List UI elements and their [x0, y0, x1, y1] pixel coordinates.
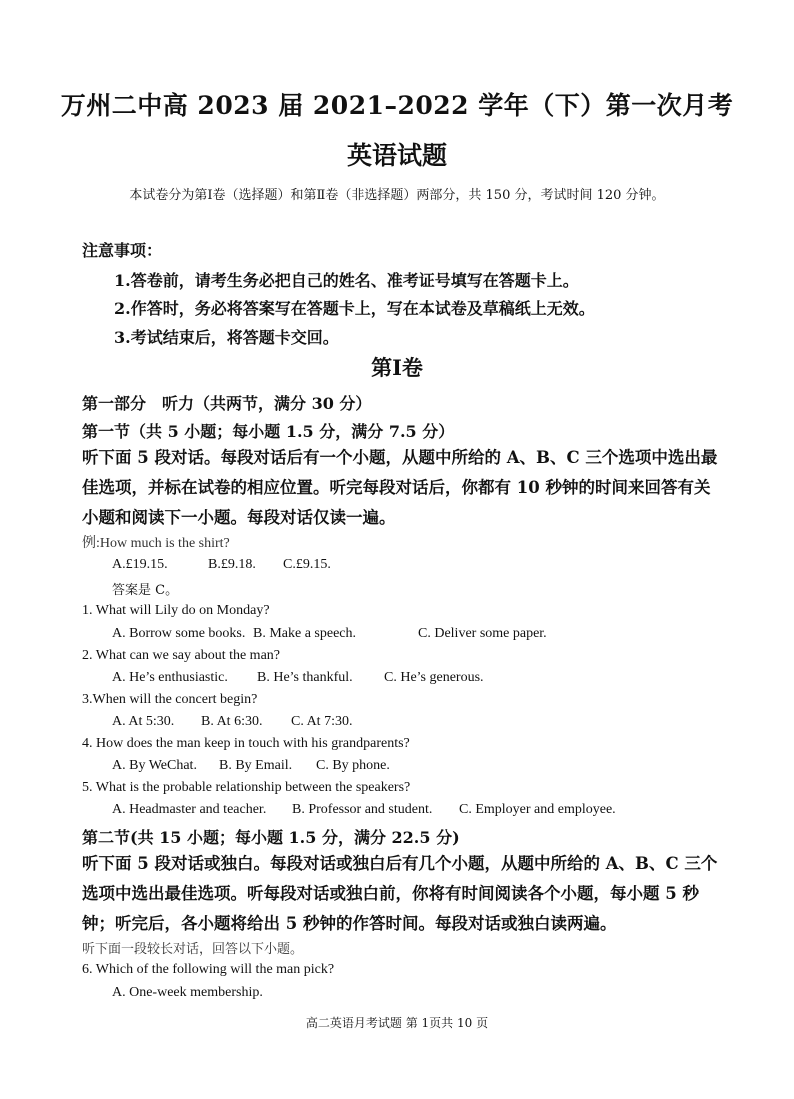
section-instructions: 听下面 5 段对话或独白。每段对话或独白后有几个小题，从题中所给的 A、B、C 三个选项中选出最佳选项。听每段对话或独白前，你将有时间阅读各个小题，每小题 5 秒钟；听完后，各小题将给出 5 秒钟的作答时间。每段对话或独白读两遍。 [82, 854, 718, 933]
example-answer: 答案是 C。 [112, 583, 179, 598]
exam-title: 万州二中高 2023 届 2021–2022 学年（下）第一次月考 [60, 91, 734, 120]
notice-item: 3.考试结束后，将答题卡交回。 [114, 328, 339, 347]
section-heading: 第二节(共 15 小题；每小题 1.5 分，满分 22.5 分) [82, 828, 460, 847]
answer-option: A. He’s enthusiastic. [112, 670, 228, 685]
notice-item: 2.作答时，务必将答案写在答题卡上，写在本试卷及草稿纸上无效。 [114, 299, 595, 318]
page-footer: 高二英语月考试题 第 1页共 10 页 [305, 1016, 489, 1030]
question-stem: 6. Which of the following will the man pick? [82, 962, 335, 977]
example-option: B.£9.18. [208, 557, 256, 572]
answer-option: A. Headmaster and teacher. [112, 802, 267, 817]
answer-option: C. By phone. [316, 758, 390, 773]
answer-option: C. He’s generous. [384, 670, 484, 685]
answer-option: C. At 7:30. [291, 714, 353, 729]
answer-option: B. Professor and student. [292, 802, 433, 817]
answer-option: C. Employer and employee. [459, 802, 616, 817]
answer-option: A. Borrow some books. [112, 626, 246, 641]
answer-option: C. Deliver some paper. [418, 626, 547, 641]
exam-subtitle: 英语试题 [346, 141, 447, 170]
notice-item: 1.答卷前，请考生务必把自己的姓名、准考证号填写在答题卡上。 [114, 271, 579, 290]
answer-option: A. At 5:30. [112, 714, 175, 729]
volume-title: 第Ⅰ卷 [371, 355, 423, 380]
question-stem: 5. What is the probable relationship between the speakers? [82, 780, 411, 795]
example-option: A.£19.15. [112, 557, 168, 572]
example-question: 例:How much is the shirt? [82, 536, 230, 551]
answer-option: B. He’s thankful. [257, 670, 353, 685]
part-heading: 第一部分 听力（共两节，满分 30 分） [82, 394, 372, 413]
question-stem: 3.When will the concert begin? [82, 692, 258, 707]
lead-text: 听下面一段较长对话，回答以下小题。 [82, 942, 304, 957]
answer-option: A. By WeChat. [112, 758, 197, 773]
exam-intro: 本试卷分为第Ⅰ卷（选择题）和第Ⅱ卷（非选择题）两部分，共 150 分，考试时间 120 分钟。 [129, 188, 665, 203]
example-option: C.£9.15. [283, 557, 331, 572]
section-instructions: 听下面 5 段对话。每段对话后有一个小题，从题中所给的 A、B、C 三个选项中选出最佳选项，并标在试卷的相应位置。听完每段对话后，你都有 10 秒钟的时间来回答有关小题和阅读下一小题。每段对话仅读一遍。 [82, 448, 718, 527]
answer-option: A. One-week membership. [112, 985, 263, 1000]
answer-option: B. At 6:30. [201, 714, 263, 729]
question-stem: 4. How does the man keep in touch with his grandparents? [82, 736, 410, 751]
notice-title: 注意事项： [82, 241, 163, 260]
question-stem: 1. What will Lily do on Monday? [82, 603, 270, 618]
question-stem: 2. What can we say about the man? [82, 648, 281, 663]
answer-option: B. Make a speech. [253, 626, 357, 641]
answer-option: B. By Email. [219, 758, 293, 773]
section-heading: 第一节（共 5 小题；每小题 1.5 分，满分 7.5 分） [82, 422, 455, 441]
